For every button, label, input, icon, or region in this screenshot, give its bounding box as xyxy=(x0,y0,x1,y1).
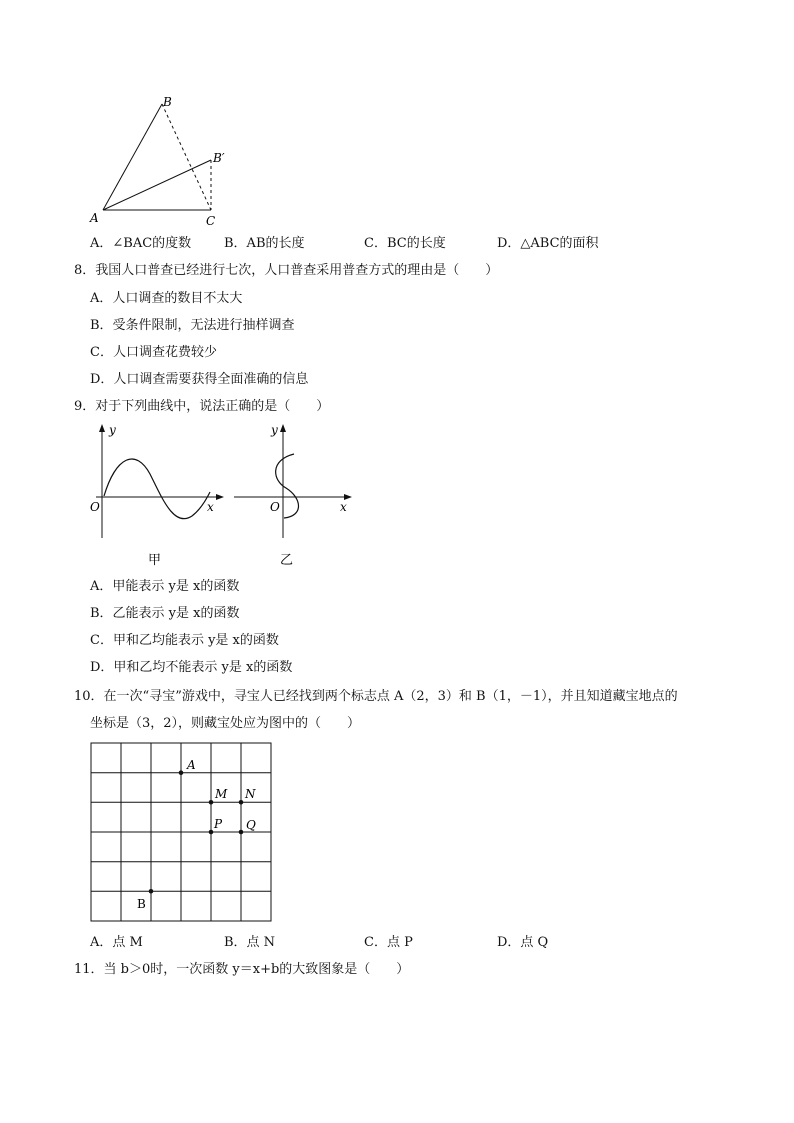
segment-abp xyxy=(103,160,211,210)
q9-option-d[interactable]: D．甲和乙均不能表示 y是 x的函数 xyxy=(90,660,293,675)
origin-label: O xyxy=(90,500,100,514)
caption-yi: 乙 xyxy=(280,553,294,568)
q9-option-c[interactable]: C．甲和乙均能表示 y是 x的函数 xyxy=(90,633,279,648)
label-p: P xyxy=(214,817,223,831)
label-n: N xyxy=(245,787,256,801)
sine-curve xyxy=(104,459,210,519)
segment-bc-dashed xyxy=(162,104,211,210)
segment-ab xyxy=(103,104,162,210)
treasure-grid xyxy=(90,742,274,924)
label-a: A xyxy=(187,758,196,772)
q7-option-c[interactable]: C．BC的长度 xyxy=(364,236,446,251)
point-b xyxy=(149,889,154,894)
triangle-figure xyxy=(85,92,235,232)
q10-stem-line2: 坐标是（3，2），则藏宝处应为图中的（ ） xyxy=(90,716,361,731)
label-m: M xyxy=(215,787,228,801)
label-q: Q xyxy=(246,818,256,832)
q7-option-d[interactable]: D．△ABC的面积 xyxy=(497,236,599,251)
label-a: A xyxy=(90,211,99,225)
q10-option-d[interactable]: D．点 Q xyxy=(497,935,549,950)
caption-jia: 甲 xyxy=(148,553,162,568)
q8-option-c[interactable]: C．人口调查花费较少 xyxy=(90,345,217,360)
q9-option-a[interactable]: A．甲能表示 y是 x的函数 xyxy=(90,579,240,594)
x-axis-arrow xyxy=(216,494,224,500)
q11-stem: 11．当 b＞0时，一次函数 y＝x+b的大致图象是（ ） xyxy=(74,962,410,977)
label-b-prime: B′ xyxy=(213,151,225,165)
y-axis-arrow xyxy=(280,424,286,432)
label-b: B xyxy=(137,897,146,911)
point-p xyxy=(209,830,214,835)
origin-label: O xyxy=(270,500,280,514)
point-q xyxy=(239,830,244,835)
q7-option-b[interactable]: B．AB的长度 xyxy=(224,236,305,251)
q10-option-b[interactable]: B．点 N xyxy=(224,935,276,950)
x-label: x xyxy=(207,500,214,514)
q10-option-c[interactable]: C．点 P xyxy=(364,935,413,950)
y-axis-arrow xyxy=(99,424,105,432)
q8-option-d[interactable]: D．人口调查需要获得全面准确的信息 xyxy=(90,372,309,387)
label-c: C xyxy=(206,214,216,228)
point-m xyxy=(209,800,214,805)
point-n xyxy=(239,800,244,805)
q9-stem: 9．对于下列曲线中，说法正确的是（ ） xyxy=(74,399,330,414)
x-label: x xyxy=(340,500,347,514)
y-label: y xyxy=(109,423,116,437)
grid-lines xyxy=(91,743,271,921)
q8-option-a[interactable]: A．人口调查的数目不太大 xyxy=(90,291,243,306)
graph-yi xyxy=(230,420,360,570)
q10-option-a[interactable]: A．点 M xyxy=(90,935,143,950)
q7-option-a[interactable]: A．∠BAC的度数 xyxy=(90,236,192,251)
y-label: y xyxy=(271,423,278,437)
label-b: B xyxy=(163,95,172,109)
q8-stem: 8．我国人口普查已经进行七次，人口普查采用普查方式的理由是（ ） xyxy=(74,263,499,278)
q9-option-b[interactable]: B．乙能表示 y是 x的函数 xyxy=(90,606,240,621)
graph-jia xyxy=(88,420,228,570)
q10-stem-line1: 10．在一次“寻宝”游戏中，寻宝人已经找到两个标志点 A（2，3）和 B（1，－1），并且知道藏宝地点的 xyxy=(74,689,678,704)
point-a xyxy=(179,770,184,775)
q8-option-b[interactable]: B．受条件限制，无法进行抽样调查 xyxy=(90,318,295,333)
